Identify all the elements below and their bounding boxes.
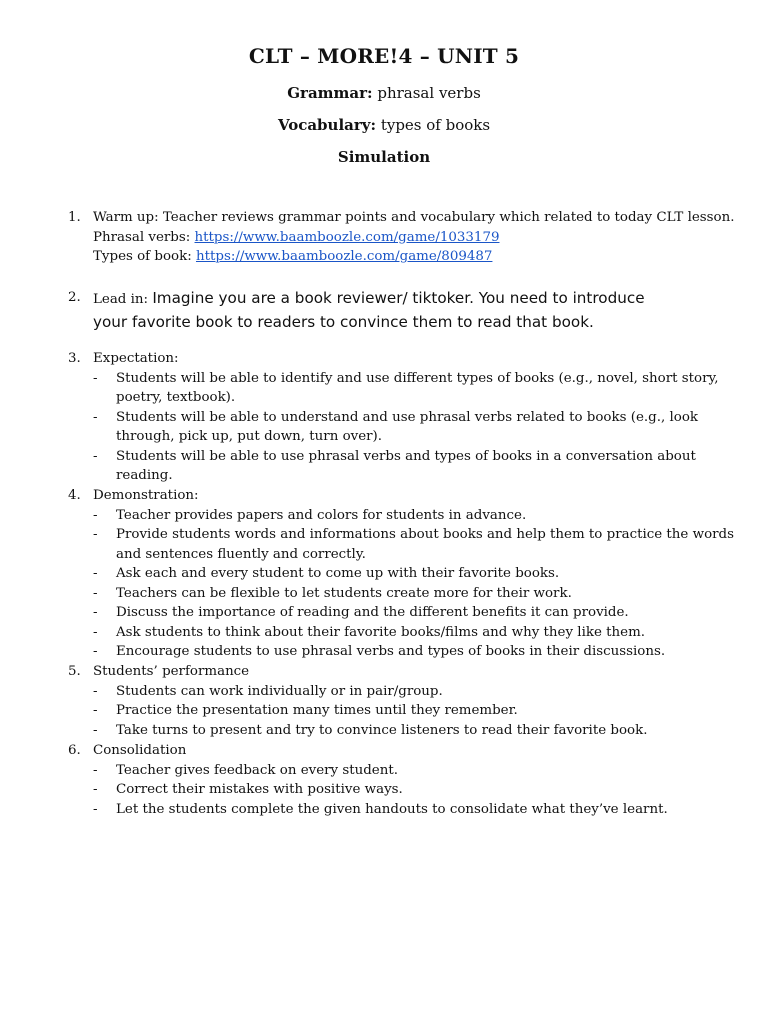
- bullet-text: through, pick up, put down, turn over).: [116, 429, 383, 444]
- dash-marker: -: [93, 644, 98, 659]
- item-number: 2.: [68, 290, 81, 305]
- grammar-line: [0, 84, 768, 102]
- bullet-text: Discuss the importance of reading and the different benefits it can provide.: [116, 605, 629, 620]
- bullet-item: [93, 506, 733, 526]
- bullet-text: Teachers can be flexible to let students create more for their work.: [116, 585, 572, 601]
- bullet-text: Correct their mistakes with positive ways.: [116, 782, 403, 797]
- types-of-book-link[interactable]: https://www.baamboozle.com/game/809487: [195, 249, 493, 264]
- bullet-text: Let the students complete the given handouts to consolidate what they’ve learnt.: [116, 801, 668, 817]
- bullet-item: [93, 525, 733, 564]
- bullet-item: [93, 369, 733, 408]
- dash-marker: -: [93, 624, 98, 640]
- dash-marker: -: [93, 566, 98, 581]
- warm-up-text: Warm up: Teacher reviews grammar points and vocabulary which related to today CLT lesson.: [93, 210, 735, 225]
- bullet-item: [93, 408, 733, 447]
- types-of-book-link-line: [93, 247, 733, 267]
- vocabulary-label: Vocabulary:: [277, 116, 377, 134]
- item-number: 3.: [68, 351, 81, 366]
- grammar-label: Grammar:: [287, 84, 373, 102]
- dash-marker: -: [93, 409, 98, 425]
- document-title: CLT – MORE!4 – UNIT 5: [248, 44, 520, 68]
- bullet-text: Take turns to present and try to convince listeners to read their favorite book.: [116, 722, 648, 738]
- bullet-item: [93, 642, 733, 662]
- dash-marker: -: [93, 507, 98, 523]
- bullet-text: Practice the presentation many times until they remember.: [116, 703, 518, 718]
- item-number: 1.: [68, 210, 81, 225]
- bullet-text: Ask students to think about their favorite books/films and why they like them.: [116, 624, 646, 640]
- vocabulary-value: types of books: [380, 116, 491, 134]
- vocabulary-line: [0, 116, 768, 134]
- bullet-text: and sentences fluently and correctly.: [116, 546, 366, 562]
- section-heading: Demonstration:: [93, 488, 199, 503]
- bullet-text: Students will be able to identify and use different types of books (e.g., novel, short story,: [116, 370, 719, 386]
- bullet-item: [93, 603, 733, 623]
- bullet-item: [93, 682, 733, 702]
- dash-marker: -: [93, 801, 98, 817]
- lead-in-line-1: [93, 287, 733, 311]
- simulation-heading: Simulation: [337, 148, 431, 166]
- dash-marker: -: [93, 782, 98, 797]
- bullet-text: Teacher gives feedback on every student.: [116, 762, 398, 778]
- bullet-item: [93, 584, 733, 604]
- bullet-text: poetry, textbook).: [116, 390, 236, 405]
- section-heading: Students’ performance: [93, 664, 250, 679]
- grammar-value: phrasal verbs: [377, 84, 481, 102]
- link-prefix: Types of book:: [93, 249, 196, 264]
- dash-marker: -: [93, 370, 98, 386]
- phrasal-verbs-link[interactable]: https://www.baamboozle.com/game/1033179: [194, 229, 500, 245]
- dash-marker: -: [93, 762, 98, 778]
- lead-in-text-1: Imagine you are a book reviewer/ tiktoker. You need to introduce: [152, 289, 645, 307]
- dash-marker: -: [93, 683, 98, 699]
- bullet-text: Provide students words and informations about books and help them to practice the words: [116, 527, 734, 542]
- bullet-text: Teacher provides papers and colors for students in advance.: [116, 507, 527, 523]
- item-number: 5.: [68, 664, 81, 679]
- bullet-item: [93, 780, 733, 800]
- bullet-text: reading.: [116, 468, 173, 483]
- link-prefix: Phrasal verbs:: [93, 229, 195, 245]
- bullet-item: [93, 623, 733, 643]
- bullet-item: [93, 721, 733, 741]
- bullet-item: [93, 564, 733, 584]
- bullet-text: Encourage students to use phrasal verbs and types of books in their discussions.: [116, 644, 666, 659]
- section-heading: Expectation:: [93, 351, 179, 366]
- item-number: 4.: [68, 488, 81, 503]
- bullet-item: [93, 800, 733, 820]
- item-number: 6.: [68, 743, 81, 758]
- bullet-text: Ask each and every student to come up with their favorite books.: [116, 566, 560, 581]
- bullet-item: [93, 701, 733, 721]
- dash-marker: -: [93, 585, 98, 601]
- dash-marker: -: [93, 703, 98, 718]
- bullet-item: [93, 761, 733, 781]
- dash-marker: -: [93, 605, 98, 620]
- lead-in-prefix: Lead in:: [93, 292, 153, 307]
- bullet-text: Students will be able to use phrasal verbs and types of books in a conversation about: [116, 448, 696, 464]
- bullet-text: Students will be able to understand and use phrasal verbs related to books (e.g., look: [116, 409, 698, 425]
- bullet-text: Students can work individually or in pair/group.: [116, 683, 443, 699]
- section-heading: Consolidation: [93, 743, 187, 758]
- bullet-item: [93, 447, 733, 486]
- dash-marker: -: [93, 448, 98, 464]
- dash-marker: -: [93, 527, 98, 542]
- lead-in-line-2: your favorite book to readers to convince them to read that book.: [93, 313, 594, 331]
- dash-marker: -: [93, 722, 98, 738]
- phrasal-verbs-link-line: [93, 228, 733, 248]
